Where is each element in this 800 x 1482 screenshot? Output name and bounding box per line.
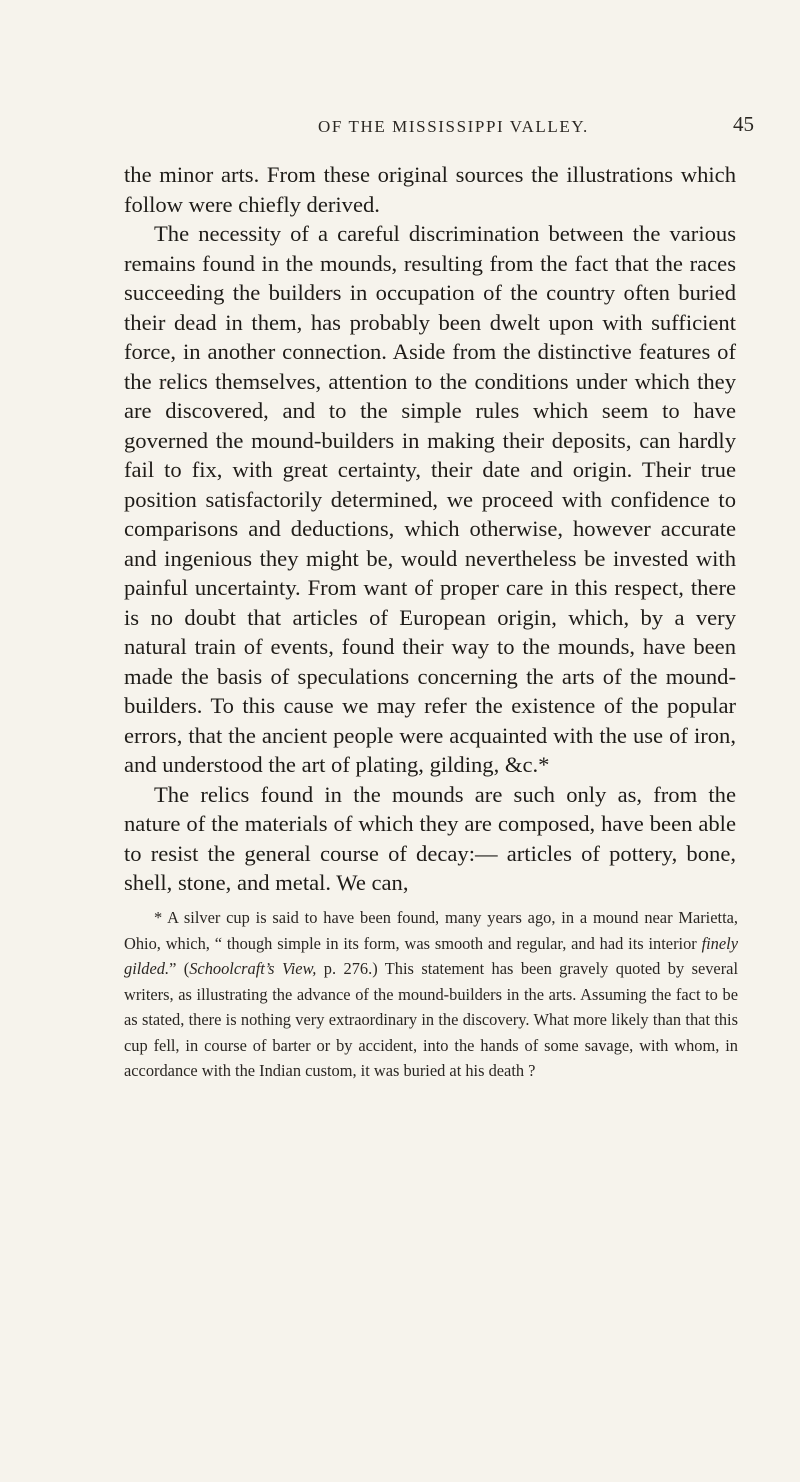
paragraph-continuation: the minor arts. From these original sources the illustrations which follow were chiefly derived. (124, 162, 736, 217)
footnote-emphasis: finely gilded. (124, 933, 738, 978)
paragraph-discrimination: The necessity of a careful discrimination between the various remains found in the mounds, resulting from the fact that the races succeeding the builders in occupation of the country often buried their dead in them, has probably been dwelt upon with sufficient force, in another connection. Aside from the distinctive features of the relics themselves, attention to the conditions under which they are discovered, and to the simple rules which seem to have governed the mound-builders in making their deposits, can hardly fail to fix, with great certainty, their date and origin. Their true position satisfactorily determined, we proceed with confidence to comparisons and deductions, which otherwise, however accurate and ingenious they might be, would nevertheless be invested with painful uncertainty. From want of proper care in this respect, there is no doubt that articles of European origin, which, by a very natural train of events, found their way to the mounds, have been made the basis of speculations concerning the arts of the mound-builders. To this cause we may refer the existence of the popular errors, that the ancient people were acquainted with the use of iron, and understood the art of plating, gilding, &c.* (124, 221, 736, 777)
footnote-text-2: ” ( (169, 959, 190, 978)
footnote-text-1: * A silver cup is said to have been found, many years ago, in a mound near Marietta, Ohio, which, “ though simple in its form, was smooth and regular, and had its interior (124, 908, 738, 953)
page-number: 45 (733, 112, 754, 136)
main-text (124, 160, 736, 898)
footnote-citation: Schoolcraft’s View, (189, 959, 317, 978)
footnote (124, 905, 738, 1084)
footnote-paragraph (124, 905, 738, 1084)
paragraph-relics: The relics found in the mounds are such only as, from the nature of the materials of which they are composed, have been able to resist the general course of decay:— articles of pottery, bone, shell, stone, and metal. We can, (124, 781, 736, 895)
running-head: OF THE MISSISSIPPI VALLEY. (318, 117, 589, 136)
footnote-text-3: p. 276.) This statement has been gravely quoted by several writers, as illustrating the advance of the mound-builders in the arts. Assuming the fact to be as stated, there is nothing very extraordinary in the discovery. What more likely than that this cup fell, in course of barter or by accident, into the hands of some savage, with whom, in accordance with the Indian custom, it was buried at his death ? (124, 959, 738, 1080)
